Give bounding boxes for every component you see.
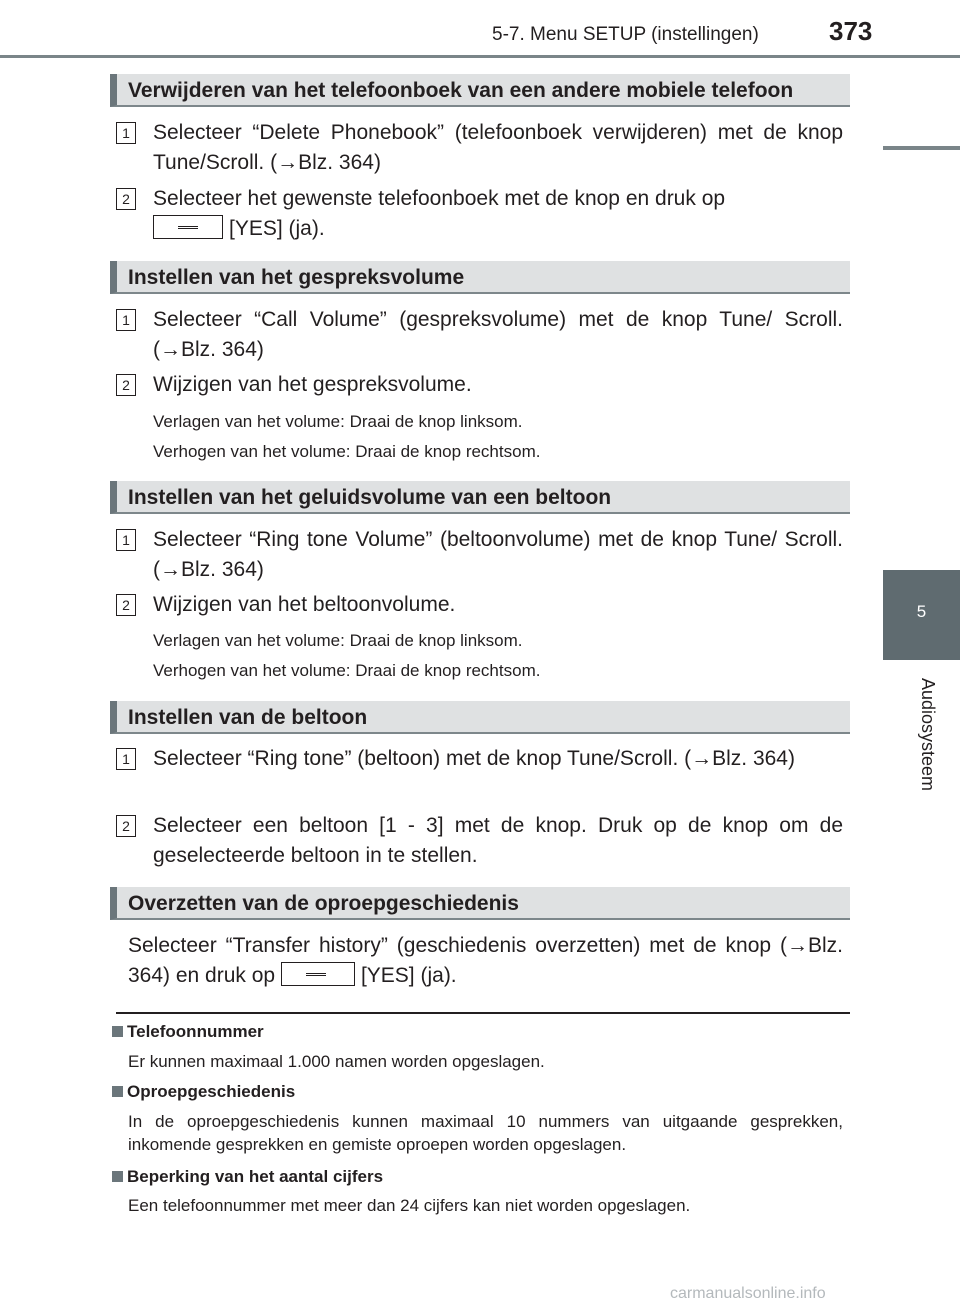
note-body: In de oproepgeschiedenis kunnen maximaal 10 nummers van uitgaande gesprekken, inkomende gesprekken en gemiste oproepen worden opgeslagen. bbox=[128, 1112, 843, 1154]
step-number: 2 bbox=[116, 594, 136, 616]
side-tab-number: 5 bbox=[916, 602, 927, 621]
side-tab bbox=[883, 570, 960, 660]
note-title: Oproepgeschiedenis bbox=[112, 1082, 295, 1102]
note-title: Beperking van het aantal cijfers bbox=[112, 1167, 383, 1187]
section-heading-text: Instellen van het geluidsvolume van een beltoon bbox=[128, 486, 612, 509]
step-text bbox=[153, 184, 843, 244]
enter-button-icon bbox=[153, 215, 223, 239]
step-text: Selecteer “Ring tone Volume” (beltoonvolume) met de knop Tune/ Scroll. (→Blz. 364) bbox=[153, 528, 843, 581]
section-heading bbox=[110, 261, 850, 294]
step-number: 1 bbox=[116, 309, 136, 331]
note-title: Telefoonnummer bbox=[112, 1022, 264, 1042]
step-number: 1 bbox=[116, 529, 136, 551]
enter-button-icon bbox=[281, 962, 355, 986]
section-heading bbox=[110, 74, 850, 107]
step-number: 1 bbox=[116, 748, 136, 770]
section-text-after: [YES] (ja). bbox=[360, 964, 457, 987]
watermark: carmanualsonline.info bbox=[670, 1285, 826, 1302]
section-heading bbox=[110, 701, 850, 734]
step-text-before: Selecteer het gewenste telefoonboek met de knop en druk op bbox=[153, 187, 726, 210]
chapter-title: 5-7. Menu SETUP (instellingen) bbox=[492, 24, 759, 45]
square-bullet-icon bbox=[112, 1171, 123, 1182]
step-text: Selecteer “Delete Phonebook” (telefoonboek verwijderen) met de knop Tune/Scroll. (→Blz. 364) bbox=[153, 121, 843, 174]
side-tab-label: Audiosysteem bbox=[918, 678, 938, 792]
step-number: 2 bbox=[116, 188, 136, 210]
step-number: 2 bbox=[116, 815, 136, 837]
square-bullet-icon bbox=[112, 1026, 123, 1037]
note-line: Verhogen van het volume: Draai de knop rechtsom. bbox=[153, 661, 541, 680]
note-body: Er kunnen maximaal 1.000 namen worden opgeslagen. bbox=[128, 1052, 545, 1071]
section-heading-text: Verwijderen van het telefoonboek van een andere mobiele telefoon bbox=[128, 79, 794, 102]
note-line: Verlagen van het volume: Draai de knop linksom. bbox=[153, 631, 523, 650]
step-text: Selecteer “Ring tone” (beltoon) met de knop Tune/Scroll. (→Blz. 364) bbox=[153, 747, 795, 770]
step-text: Wijzigen van het beltoonvolume. bbox=[153, 593, 456, 616]
header-rule bbox=[0, 55, 960, 58]
step-text: Selecteer een beltoon [1 - 3] met de knop. Druk op de knop om de geselecteerde beltoon in te stellen. bbox=[153, 814, 843, 867]
step-number: 1 bbox=[116, 122, 136, 144]
page-number: 373 bbox=[829, 16, 873, 46]
square-bullet-icon bbox=[112, 1086, 123, 1097]
step-text: Selecteer “Call Volume” (gespreksvolume) met de knop Tune/ Scroll. (→Blz. 364) bbox=[153, 308, 843, 361]
side-tab-line bbox=[883, 146, 960, 150]
section-heading-text: Overzetten van de oproepgeschiedenis bbox=[128, 892, 519, 915]
section-text-before: Selecteer “Transfer history” (geschiedenis overzetten) met de knop (→Blz. 364) en druk op bbox=[128, 934, 843, 987]
note-line: Verhogen van het volume: Draai de knop rechtsom. bbox=[153, 442, 541, 461]
note-line: Verlagen van het volume: Draai de knop linksom. bbox=[153, 412, 523, 431]
step-text: Wijzigen van het gespreksvolume. bbox=[153, 373, 472, 396]
section-heading bbox=[110, 887, 850, 920]
section-heading-text: Instellen van het gespreksvolume bbox=[128, 266, 465, 289]
step-number: 2 bbox=[116, 374, 136, 396]
section-heading-text: Instellen van de beltoon bbox=[128, 706, 368, 729]
notes-divider bbox=[116, 1012, 850, 1014]
step-text-after: [YES] (ja). bbox=[229, 217, 325, 240]
section-text bbox=[128, 931, 843, 991]
note-body: Een telefoonnummer met meer dan 24 cijfers kan niet worden opgeslagen. bbox=[128, 1196, 691, 1215]
section-heading bbox=[110, 481, 850, 514]
